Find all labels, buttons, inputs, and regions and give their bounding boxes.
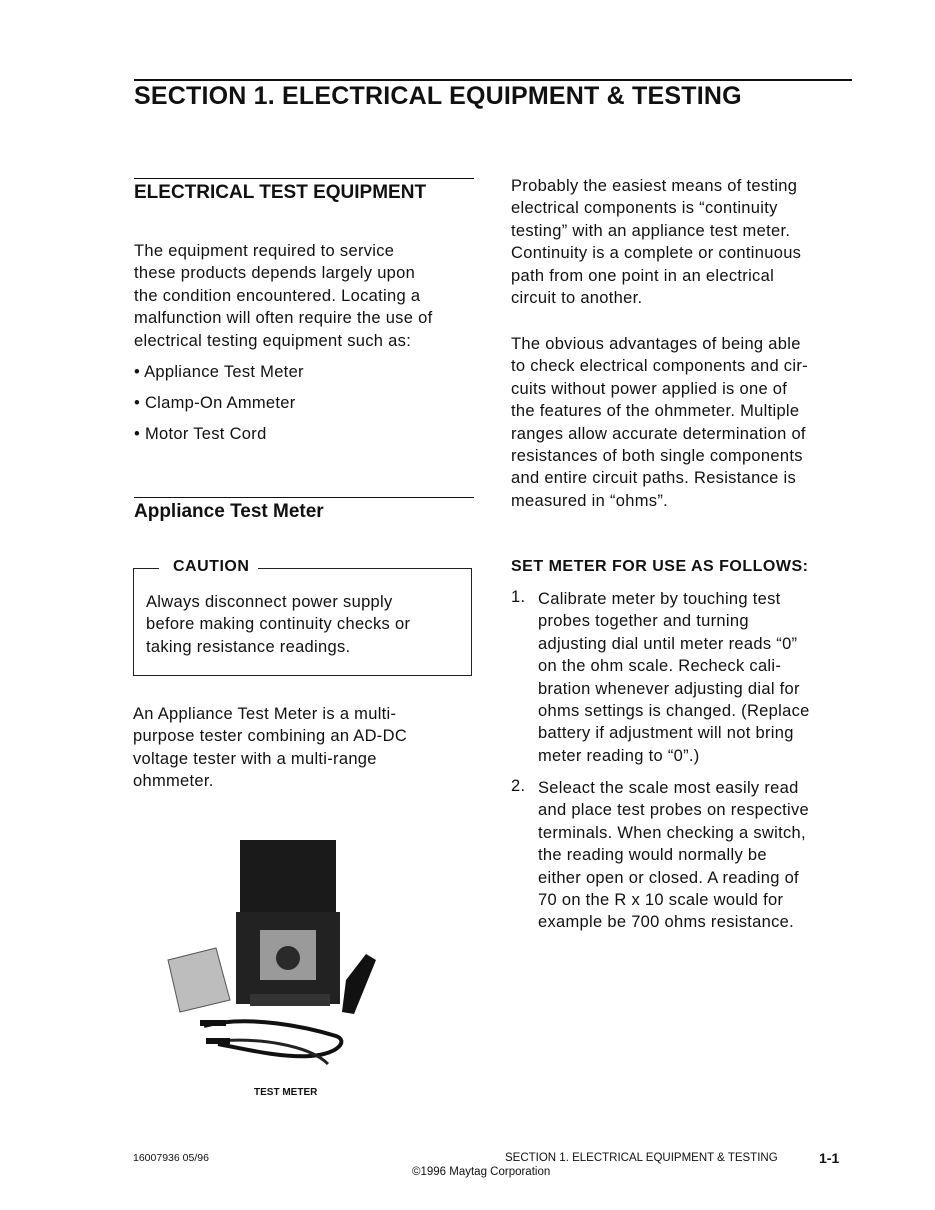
step-1-text <box>538 588 810 767</box>
para-line: to check electrical components and cir- <box>511 357 808 376</box>
subheading-rule <box>134 497 474 498</box>
step-line: Seleact the scale most easily read <box>538 779 799 797</box>
step-line: and place test probes on respective <box>538 801 809 820</box>
caution-text <box>146 591 410 658</box>
step-2-text <box>538 777 809 934</box>
para-line: ranges allow accurate determination of <box>511 424 806 443</box>
probe-tip <box>206 1038 230 1044</box>
para-line: The obvious advantages of being able <box>511 335 801 353</box>
electrical-test-equipment-heading: ELECTRICAL TEST EQUIPMENT <box>134 182 427 203</box>
set-meter-heading: SET METER FOR USE AS FOLLOWS: <box>511 558 809 575</box>
intro-line: the condition encountered. Locating a <box>134 286 421 305</box>
step-line: on the ohm scale. Recheck cali- <box>538 657 782 676</box>
meter-case-lid <box>240 840 336 920</box>
manual-booklet <box>168 948 230 1012</box>
caution-line: taking resistance readings. <box>146 637 351 656</box>
copyright: ©1996 Maytag Corporation <box>412 1166 551 1178</box>
intro-paragraph <box>134 240 432 352</box>
step-line: example be 700 ohms resistance. <box>538 913 795 932</box>
caution-line: Always disconnect power supply <box>146 593 393 611</box>
para-line: Probably the easiest means of testing <box>511 177 798 195</box>
para-line: circuit to another. <box>511 289 643 308</box>
section-title: SECTION 1. ELECTRICAL EQUIPMENT & TESTING <box>134 82 742 110</box>
bullet-item <box>134 394 296 413</box>
step-line: 70 on the R x 10 scale would for <box>538 891 784 910</box>
meter-dial <box>276 946 300 970</box>
bullet-label: Clamp-On Ammeter <box>144 394 296 412</box>
bullet-item <box>134 425 267 444</box>
page-number: 1-1 <box>819 1150 840 1166</box>
para-line: electrical components is “continuity <box>511 199 778 218</box>
intro-line: electrical testing equipment such as: <box>134 331 412 350</box>
para-line: and entire circuit paths. Resistance is <box>511 469 796 488</box>
meter-line: voltage tester with a multi-range <box>133 749 377 768</box>
caution-rule-left <box>133 568 159 569</box>
bullet-label: Motor Test Cord <box>144 425 267 443</box>
step-line: probes together and turning <box>538 612 749 631</box>
caution-label: CAUTION <box>173 558 250 575</box>
para-line: testing” with an appliance test meter. <box>511 221 791 240</box>
doc-number: 16007936 05/96 <box>133 1152 209 1164</box>
step-line: the reading would normally be <box>538 846 767 865</box>
meter-line: ohmmeter. <box>133 772 214 791</box>
step-line: either open or closed. A reading of <box>538 868 799 887</box>
caution-rule-right <box>258 568 472 569</box>
ohmmeter-paragraph <box>511 333 808 512</box>
test-meter-photo <box>160 830 400 1090</box>
probe-clip <box>342 954 376 1014</box>
bullet-icon: • <box>134 363 141 381</box>
footer-section-text: SECTION 1. ELECTRICAL EQUIPMENT & TESTING <box>505 1152 778 1164</box>
heading-rule <box>134 178 474 179</box>
step-line: ohms settings is changed. (Replace <box>538 702 810 721</box>
step-line: bration whenever adjusting dial for <box>538 679 800 698</box>
para-line: Continuity is a complete or continuous <box>511 244 802 263</box>
caution-line: before making continuity checks or <box>146 615 411 634</box>
meter-base <box>250 994 330 1006</box>
step-number: 1. <box>511 588 526 606</box>
para-line: path from one point in an electrical <box>511 266 775 285</box>
appliance-test-meter-heading: Appliance Test Meter <box>134 501 324 522</box>
step-line: battery if adjustment will not bring <box>538 724 794 743</box>
para-line: cuits without power applied is one of <box>511 379 788 398</box>
step-line: adjusting dial until meter reads “0” <box>538 634 798 653</box>
para-line: measured in “ohms”. <box>511 491 669 510</box>
step-line: Calibrate meter by touching test <box>538 590 781 608</box>
bullet-item <box>134 363 304 382</box>
intro-line: The equipment required to service <box>134 242 395 260</box>
meter-line: purpose tester combining an AD-DC <box>133 727 408 746</box>
intro-line: these products depends largely upon <box>134 264 416 283</box>
bullet-label: Appliance Test Meter <box>144 363 304 381</box>
figure-caption: TEST METER <box>254 1087 318 1098</box>
meter-description <box>133 703 407 793</box>
bullet-icon: • <box>134 425 141 443</box>
step-number: 2. <box>511 777 526 795</box>
meter-line: An Appliance Test Meter is a multi- <box>133 705 397 723</box>
intro-line: malfunction will often require the use of <box>134 309 433 328</box>
bullet-icon: • <box>134 394 141 412</box>
continuity-paragraph <box>511 175 801 309</box>
top-rule <box>134 79 852 81</box>
step-line: terminals. When checking a switch, <box>538 823 806 842</box>
step-line: meter reading to “0”.) <box>538 746 700 765</box>
probe-tip <box>200 1020 226 1026</box>
para-line: resistances of both single components <box>511 447 803 466</box>
para-line: the features of the ohmmeter. Multiple <box>511 402 800 421</box>
